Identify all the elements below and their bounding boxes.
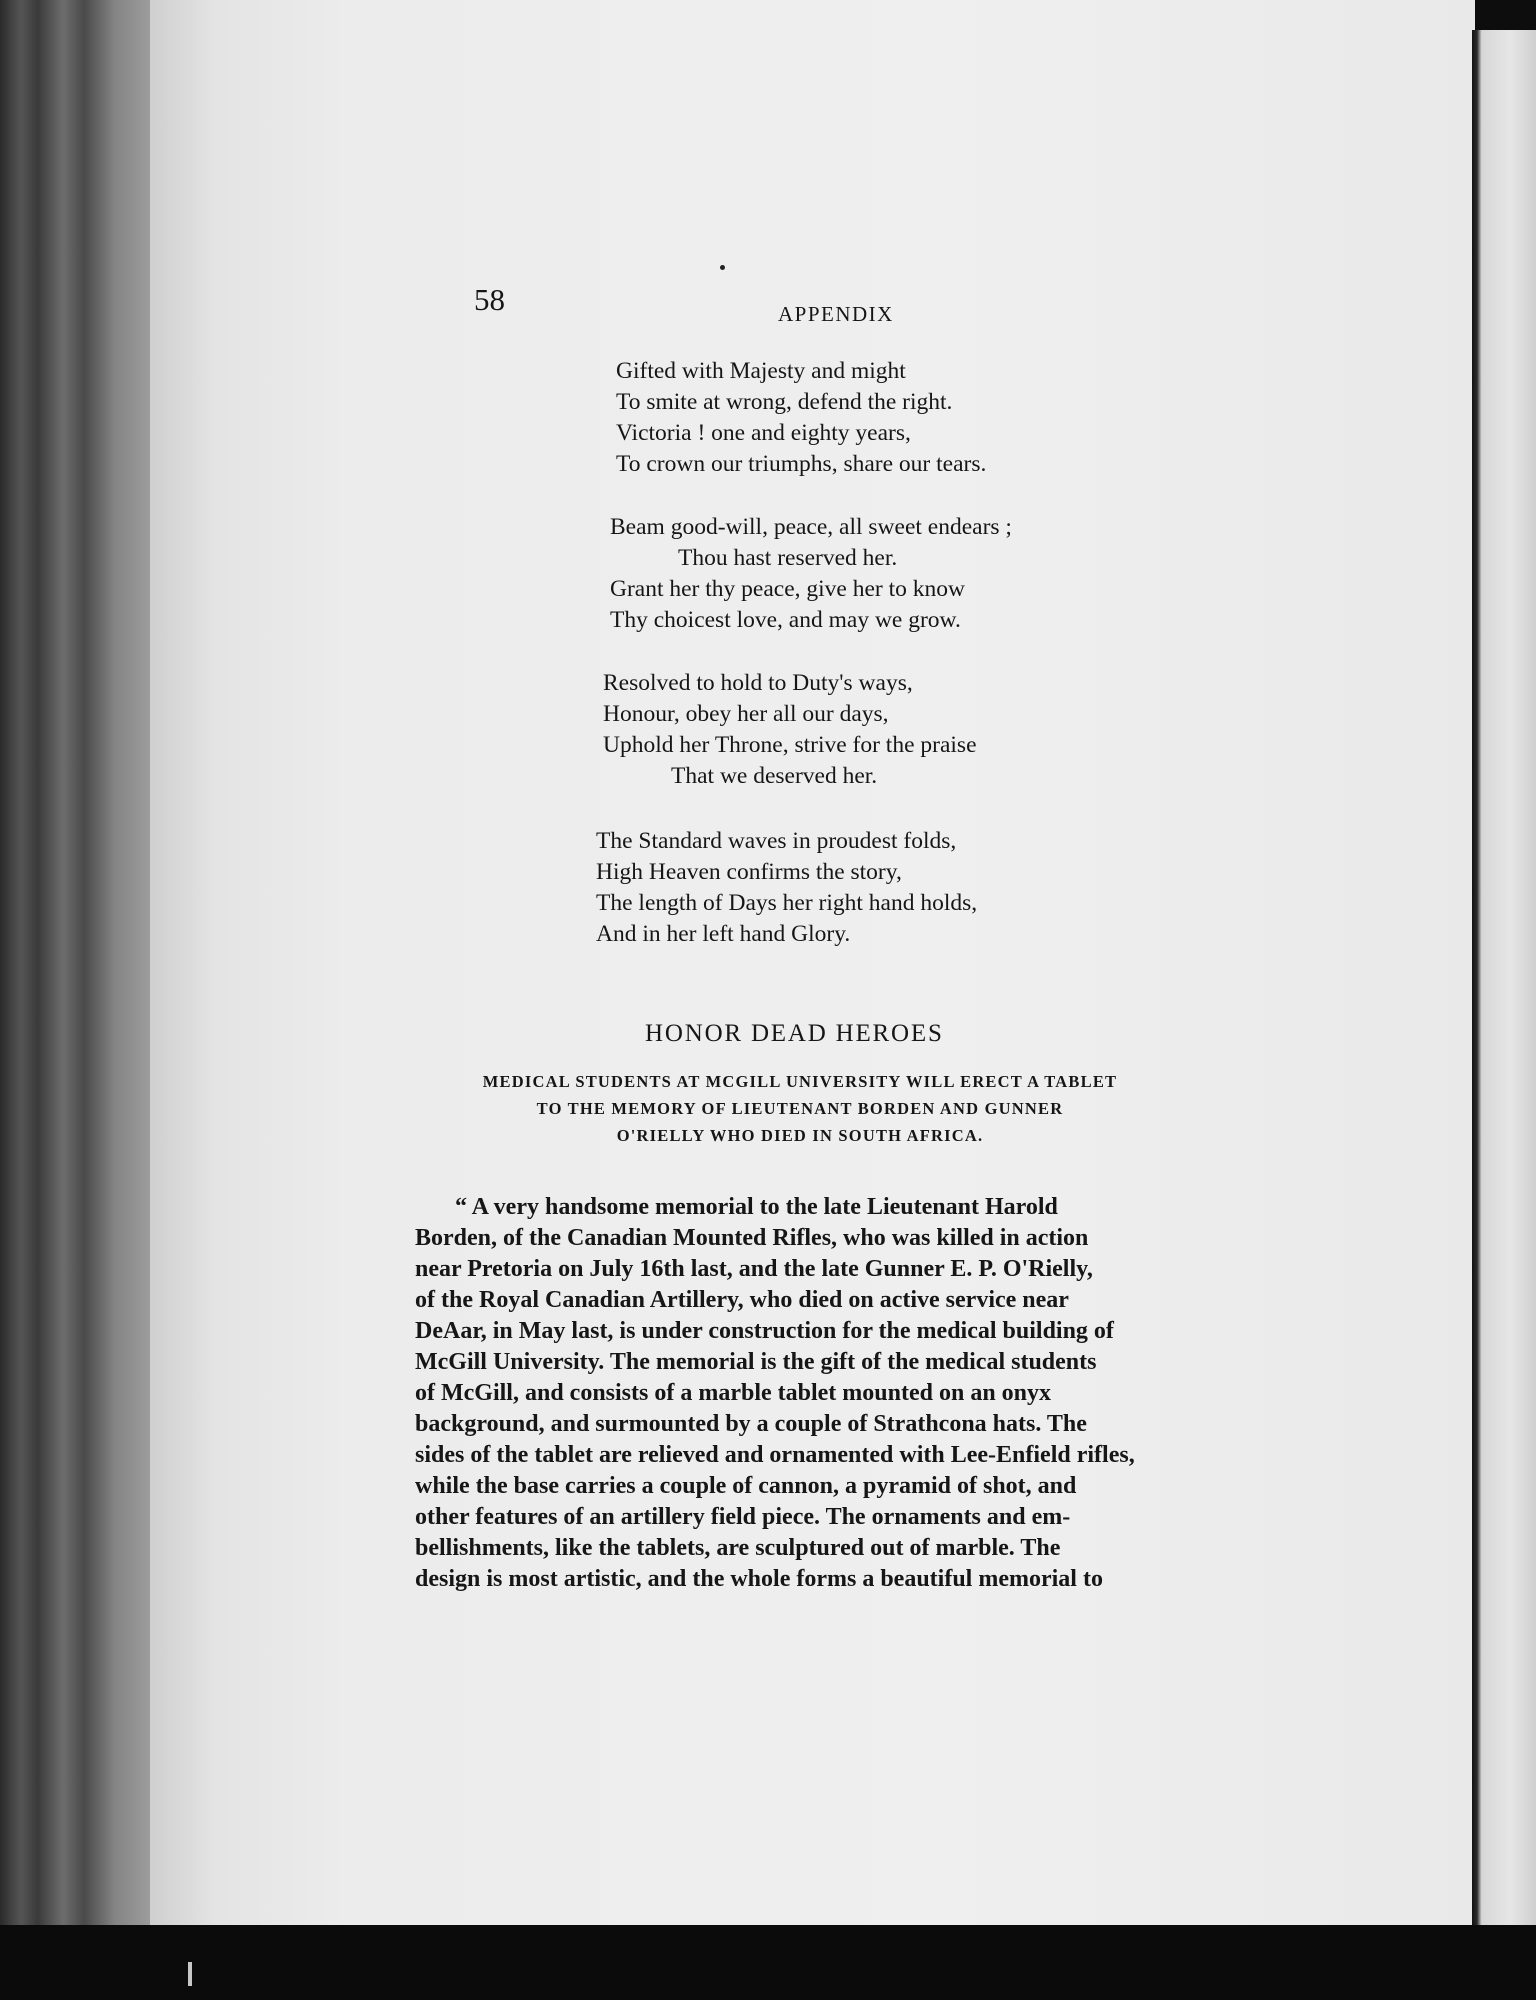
body-line: other features of an artillery field piece. The ornaments and em- (415, 1504, 1071, 1530)
poem-line: Honour, obey her all our days, (603, 701, 889, 727)
poem-line: Thou hast reserved her. (678, 545, 898, 571)
body-line: of McGill, and consists of a marble tablet mounted on an onyx (415, 1380, 1052, 1406)
poem-stanza-3 (603, 668, 977, 792)
body-line: design is most artistic, and the whole forms a beautiful memorial to (415, 1566, 1103, 1592)
poem-stanza-2 (610, 512, 1012, 636)
scan-tick-mark (188, 1962, 192, 1986)
subhead-line: MEDICAL STUDENTS AT MCGILL UNIVERSITY WILL ERECT A TABLET (482, 1072, 1118, 1091)
subhead-line: TO THE MEMORY OF LIEUTENANT BORDEN AND GUNNER (536, 1099, 1064, 1118)
poem-line: The Standard waves in proudest folds, (596, 828, 957, 854)
poem-line: Resolved to hold to Duty's ways, (603, 670, 913, 696)
poem-line: High Heaven confirms the story, (596, 859, 902, 885)
body-line: “ A very handsome memorial to the late Lieutenant Harold (455, 1194, 1058, 1220)
poem-line: Victoria ! one and eighty years, (616, 420, 911, 446)
poem-line: Uphold her Throne, strive for the praise (603, 732, 977, 758)
poem-line: Grant her thy peace, give her to know (610, 576, 965, 602)
poem-stanza-4 (596, 826, 977, 950)
poem-line: Thy choicest love, and may we grow. (610, 607, 961, 633)
article-title: HONOR DEAD HEROES (645, 1020, 944, 1047)
body-line: while the base carries a couple of cannon, a pyramid of shot, and (415, 1473, 1077, 1499)
poem-line: Beam good-will, peace, all sweet endears ; (610, 514, 1012, 540)
book-page (150, 0, 1475, 1945)
article-body (415, 1192, 1163, 1595)
poem-line: And in her left hand Glory. (596, 921, 851, 947)
body-line: sides of the tablet are relieved and ornamented with Lee-Enfield rifles, (415, 1442, 1135, 1468)
poem-line: To crown our triumphs, share our tears. (616, 451, 987, 477)
article-subhead (430, 1068, 1170, 1149)
scan-bottom-border (0, 1925, 1536, 2000)
body-line: Borden, of the Canadian Mounted Rifles, who was killed in action (415, 1225, 1089, 1251)
running-head: APPENDIX (778, 302, 894, 326)
poem-line: That we deserved her. (671, 763, 878, 789)
poem-line: The length of Days her right hand holds, (596, 890, 978, 916)
body-line: background, and surmounted by a couple of Strathcona hats. The (415, 1411, 1087, 1437)
ink-speck (720, 265, 725, 270)
body-line: McGill University. The memorial is the gift of the medical students (415, 1349, 1097, 1375)
page-number: 58 (474, 282, 505, 317)
facing-page-edge (1472, 30, 1536, 1945)
body-line: DeAar, in May last, is under construction for the medical building of (415, 1318, 1114, 1344)
poem-stanza-1 (616, 356, 986, 480)
body-line: bellishments, like the tablets, are sculptured out of marble. The (415, 1535, 1061, 1561)
body-line: near Pretoria on July 16th last, and the late Gunner E. P. O'Rielly, (415, 1256, 1093, 1282)
subhead-line: O'RIELLY WHO DIED IN SOUTH AFRICA. (616, 1126, 984, 1145)
poem-line: To smite at wrong, defend the right. (616, 389, 953, 415)
body-line: of the Royal Canadian Artillery, who died on active service near (415, 1287, 1069, 1313)
poem-line: Gifted with Majesty and might (616, 358, 906, 384)
